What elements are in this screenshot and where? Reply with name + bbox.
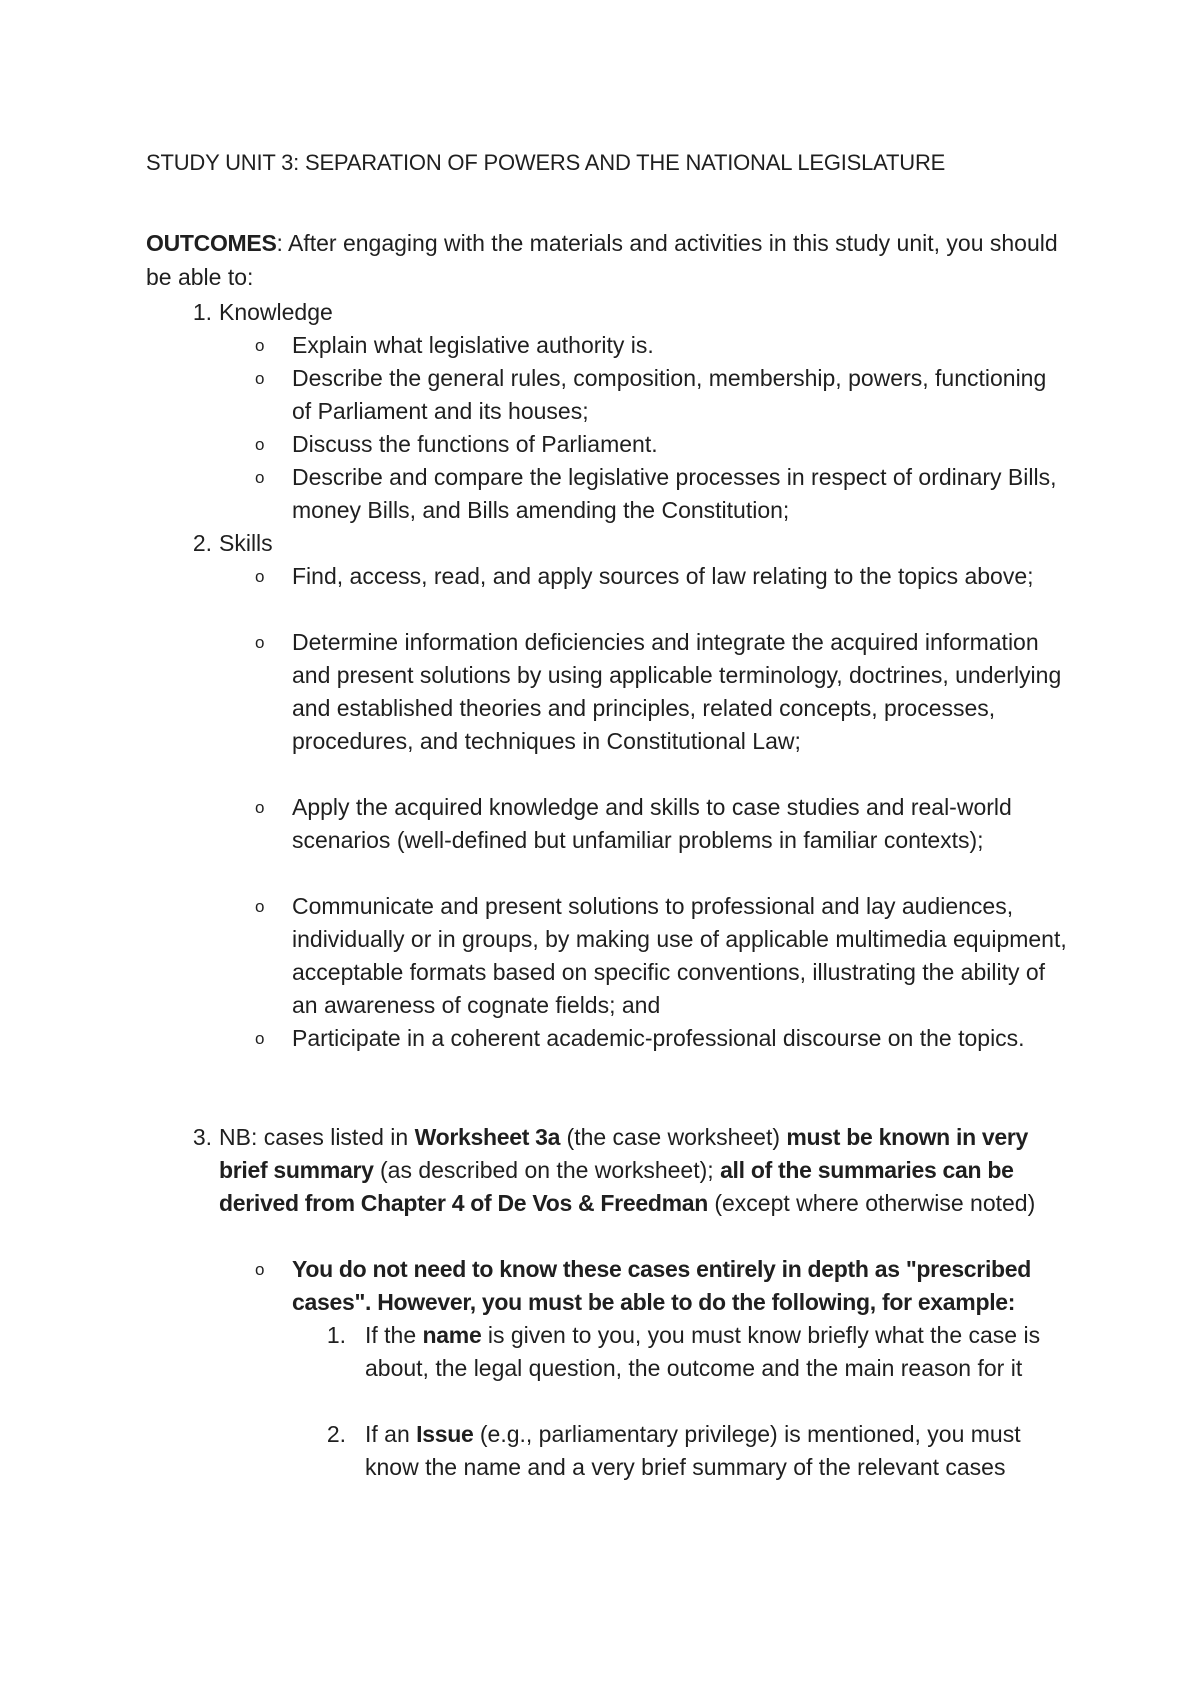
bullet-marker: o	[255, 1260, 265, 1279]
page-title: STUDY UNIT 3: SEPARATION OF POWERS AND THE NATIONAL LEGISLATURE	[146, 150, 946, 175]
bullet-text: Describe and compare the legislative processes in respect of ordinary Bills, money Bills, and Bills amending the Constitution;	[292, 464, 1057, 523]
sub-text: (e.g., parliamentary privilege) is mentioned, you must know the name and a very brief summary of the relevant cases	[365, 1421, 1021, 1480]
bullet-text: Apply the acquired knowledge and skills to case studies and real-world scenarios (well-defined but unfamiliar problems in familiar contexts);	[292, 794, 1012, 853]
bullet-marker: o	[255, 897, 265, 916]
bullet-text: You do not need to know these cases entirely in depth as "prescribed cases". However, you must be able to do the following, for example:	[292, 1256, 1032, 1315]
list-number: 3.	[192, 1124, 212, 1150]
sub-item-text	[365, 1319, 1077, 1385]
nb-emphasis: must be known in very brief summary	[219, 1124, 1029, 1183]
nb-text: NB: cases listed in	[219, 1124, 415, 1150]
outcomes-text: : After engaging with the materials and activities in this study unit, you should be able to:	[146, 230, 1058, 290]
sub-emphasis: name	[422, 1322, 482, 1348]
section-heading: Knowledge	[219, 299, 333, 325]
nb-paragraph	[219, 1121, 1069, 1220]
bullet-text: Describe the general rules, composition, membership, powers, functioning of Parliament and its houses;	[292, 365, 1047, 424]
sub-emphasis: Issue	[416, 1421, 474, 1447]
outcomes-paragraph	[146, 226, 1066, 294]
nb-text: (except where otherwise noted)	[707, 1190, 1036, 1216]
list-number: 2.	[326, 1421, 346, 1447]
bullet-marker: o	[255, 435, 265, 454]
sub-text: If an	[365, 1421, 417, 1447]
bullet-text: Explain what legislative authority is.	[292, 332, 654, 358]
nb-emphasis: all of the summaries can be derived from Chapter 4 of De Vos & Freedman	[219, 1157, 1014, 1216]
list-number: 1.	[326, 1322, 346, 1348]
bullet-text: Determine information deficiencies and integrate the acquired information and present solutions by using applicable terminology, doctrines, underlying and established theories and principles, related concepts, processes, procedures, and techniques in Constitutional Law;	[292, 629, 1062, 754]
section-heading: Skills	[219, 530, 273, 556]
bullet-text: Communicate and present solutions to professional and lay audiences, individually or in groups, by making use of applicable multimedia equipment, acceptable formats based on specific conventions, illustrating the ability of an awareness of cognate fields; and	[292, 893, 1067, 1018]
sub-text: is given to you, you must know briefly what the case is about, the legal question, the outcome and the main reason for it	[365, 1322, 1041, 1381]
bullet-text: Participate in a coherent academic-professional discourse on the topics.	[292, 1025, 1025, 1051]
list-number: 1.	[192, 299, 212, 325]
worksheet-ref: Worksheet 3a	[414, 1124, 561, 1150]
bullet-marker: o	[255, 468, 265, 487]
bullet-marker: o	[255, 1029, 265, 1048]
outcomes-label: OUTCOMES	[146, 230, 277, 256]
bullet-text: Discuss the functions of Parliament.	[292, 431, 658, 457]
nb-text: (as described on the worksheet);	[373, 1157, 721, 1183]
list-number: 2.	[192, 530, 212, 556]
sub-text: If the	[365, 1322, 423, 1348]
sub-item-text	[365, 1418, 1077, 1484]
bullet-marker: o	[255, 633, 265, 652]
bullet-text: Find, access, read, and apply sources of law relating to the topics above;	[292, 563, 1034, 589]
bullet-marker: o	[255, 567, 265, 586]
bullet-marker: o	[255, 798, 265, 817]
bullet-marker: o	[255, 369, 265, 388]
bullet-marker: o	[255, 336, 265, 355]
nb-text: (the case worksheet)	[560, 1124, 787, 1150]
